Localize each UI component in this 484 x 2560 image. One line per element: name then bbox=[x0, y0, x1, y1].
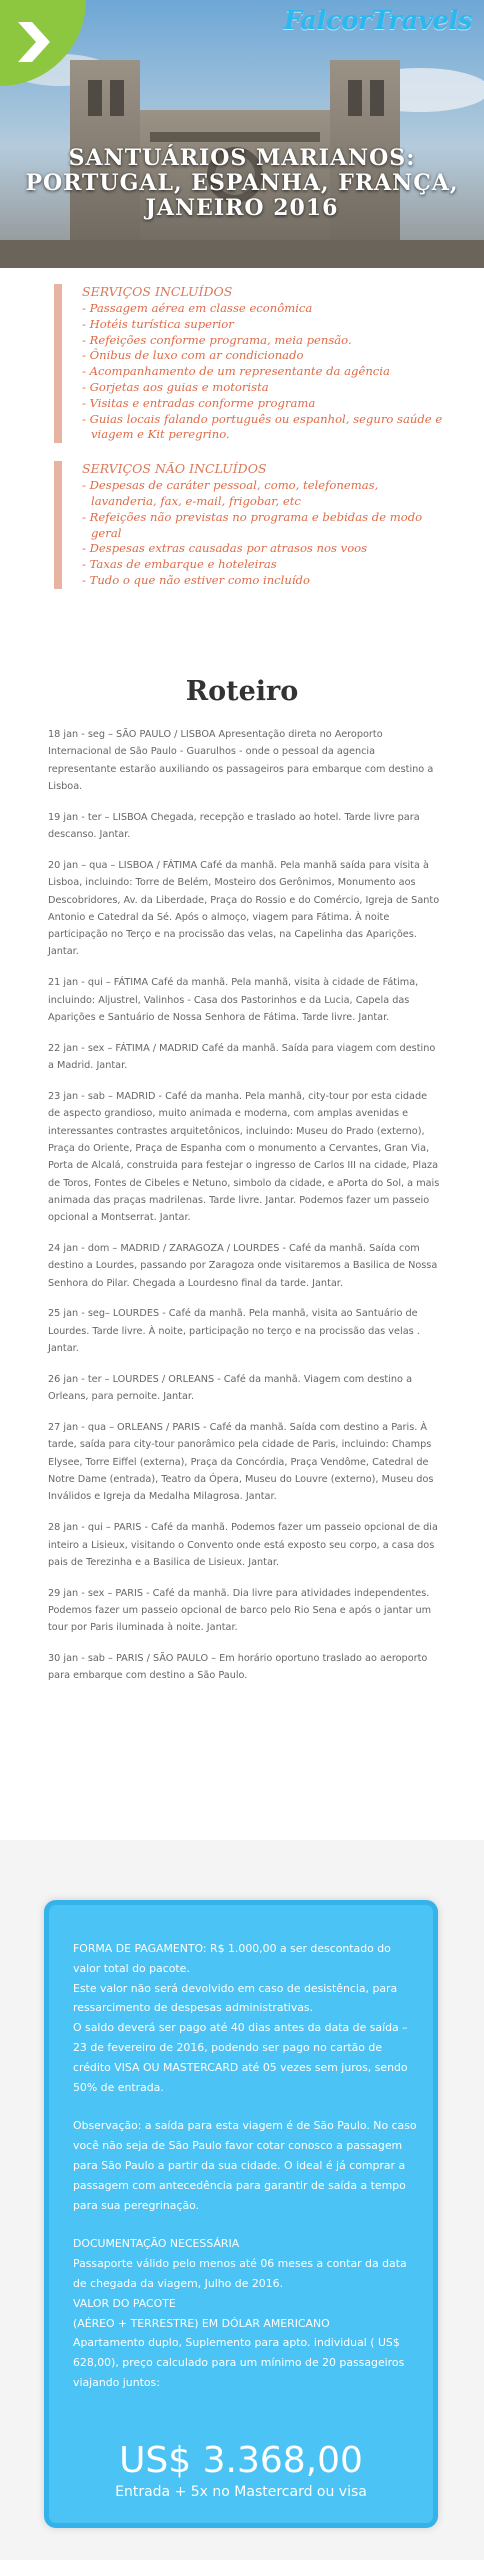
list-item: - Despesas de caráter pessoal, como, telefonemas, lavanderia, fax, e-mail, frigobar, etc bbox=[82, 478, 379, 508]
payment-line: O saldo deverá ser pago até 40 dias antes da data de saída – 23 de fevereiro de 2016, podendo ser pago no cartão de crédito VISA OU MASTERCARD até 05 vezes sem juros, sendo 50% de entrada. bbox=[73, 2021, 408, 2094]
brand-logo[interactable]: FalcorTravels bbox=[283, 6, 472, 36]
payment-info-box bbox=[44, 1900, 438, 2528]
services-section bbox=[54, 284, 444, 607]
package-price: US$ 3.368,00 bbox=[119, 2440, 363, 2481]
payment-line: (AÉREO + TERRESTRE) EM DÓLAR AMERICANO bbox=[73, 2316, 330, 2330]
itinerary-day: 29 jan - sex – PARIS - Café da manhã. Dia livre para atividades independentes. Podemos fazer um passeio opcional de barco pelo Rio Sena e após o jantar um tour por Paris iluminada à noite. Jantar. bbox=[48, 1587, 432, 1634]
list-item: - Gorjetas aos guias e motorista bbox=[82, 379, 269, 394]
payment-line: FORMA DE PAGAMENTO: R$ 1.000,00 a ser descontado do valor total do pacote. bbox=[73, 1942, 391, 1975]
itinerary-list bbox=[48, 726, 440, 1698]
list-item: - Passagem aérea em classe econômica bbox=[82, 301, 313, 315]
list-item: - Visitas e entradas conforme programa bbox=[82, 395, 316, 410]
title-line: JANEIRO 2016 bbox=[145, 195, 339, 221]
page-title bbox=[0, 146, 484, 221]
payment-section bbox=[0, 1840, 484, 2560]
roteiro-heading: Roteiro bbox=[185, 676, 299, 707]
itinerary-day: 18 jan - seg – SÃO PAULO / LISBOA Apresentação direta no Aeroporto Internacional de São Paulo - Guarulhos - onde o pessoal da agencia representante estarão auxiliando os passageiros para embarque com destino a Lisboa. bbox=[48, 729, 434, 792]
payment-line: Este valor não será devolvido em caso de desistência, para ressarcimento de despesas administrativas. bbox=[73, 1981, 398, 2015]
services-included-list bbox=[82, 301, 444, 443]
list-item: - Hotéis turística superior bbox=[82, 316, 234, 331]
list-item: - Refeições não previstas no programa e bebidas de modo geral bbox=[82, 509, 423, 540]
itinerary-day: 24 jan - dom – MADRID / ZARAGOZA / LOURDES - Café da manhã. Saída com destino a Lourdes, passando por Zaragoza onde visitaremos a Basilica de Nossa Senhora do Pilar. Chegada a Lourdesno final da tarde. Jantar. bbox=[48, 1242, 438, 1289]
list-item: - Ônibus de luxo com ar condicionado bbox=[82, 348, 304, 363]
list-item: - Taxas de embarque e hoteleiras bbox=[82, 557, 277, 572]
itinerary-day: 19 jan - ter – LISBOA Chegada, recepção e traslado ao hotel. Tarde livre para descanso. Jantar. bbox=[48, 811, 420, 841]
services-excluded bbox=[54, 461, 444, 589]
payment-line: Apartamento duplo, Suplemento para apto. individual ( US$ 628,00), preço calculado para um mínimo de 20 passageiros viajando juntos: bbox=[73, 2336, 405, 2389]
itinerary-day: 22 jan - sex – FÁTIMA / MADRID Café da manhã. Saída para viagem com destino a Madrid. Jantar. bbox=[48, 1042, 436, 1072]
services-excluded-heading: SERVIÇOS NÃO INCLUÍDOS bbox=[82, 461, 267, 477]
itinerary-day: 20 jan – qua – LISBOA / FÁTIMA Café da manhã. Pela manhã saída para visita à Lisboa, incluindo: Torre de Belém, Mosteiro dos Gerônimos, Monumento aos Descobridores, Av. da Liberdade, Praça do Rossio e do Comércio, Igreja de Santo Antonio e Catedral da Sé. Após o almoço, viagem para Fátima. À noite participação no Terço e na procissão das velas, na Capelinha das Aparições. Jantar. bbox=[48, 859, 440, 958]
itinerary-day: 23 jan - sab – MADRID - Café da manha. Pela manhã, city-tour por esta cidade de aspecto grandioso, muito animada e moderna, com amplas avenidas e interessantes contrastes arquitetônicos, incluindo: Museu do Prado (externo), Praça do Oriente, Praça de Espanha com o monumento a Cervantes, Gran Via, Porta de Alcalá, construida para festejar o ingresso de Carlos III na cidade, Plaza de Toros, Fontes de Cibeles e Netuno, simbolo da cidade, e aPorta do Sol, a mais animada das praças madrilenas. Tarde livre. Jantar. Podemos fazer um passeio opcional a Montserrat. Jantar. bbox=[48, 1091, 440, 1224]
list-item: - Despesas extras causadas por atrasos nos voos bbox=[82, 541, 368, 556]
itinerary-day: 21 jan - qui – FÁTIMA Café da manhã. Pela manhã, visita à cidade de Fátima, incluindo: Aljustrel, Valinhos - Casa dos Pastorinhos e da Lucia, Capela das Aparições e Santuário de Nossa Senhora de Fátima. Tarde livre. Jantar. bbox=[48, 977, 419, 1023]
itinerary-day: 27 jan - qua – ORLEANS / PARIS - Café da manhã. Saída com destino a Paris. À tarde, saída para city-tour panorâmico pela cidade de Paris, incluindo: Champs Elysee, Torre Eiffel (externa), Praça da Concórdia, Praça Vendôme, Catedral de Notre Dame (entrada), Teatro da Ópera, Museu do Louvre (externo), Museu dos Inválidos e Igreja da Medalha Milagrosa. Jantar. bbox=[48, 1422, 434, 1503]
services-excluded-list bbox=[82, 478, 444, 589]
itinerary-day: 28 jan - qui – PARIS - Café da manhã. Podemos fazer um passeio opcional de dia inteiro a Lisieux, visitando o Convento onde está exposto seu corpo, a casa dos pais de Terezinha e a Basilica de Lisieux. Jantar. bbox=[48, 1522, 438, 1568]
package-value-heading: VALOR DO PACOTE bbox=[73, 2296, 176, 2310]
itinerary-day: 30 jan - sab – PARIS / SÃO PAULO – Em horário oportuno traslado ao aeroporto para embarque com destino a São Paulo. bbox=[48, 1653, 428, 1682]
itinerary-day: 25 jan - seg– LOURDES - Café da manhã. Pela manhã, visita ao Santuário de Lourdes. Tarde livre. À noite, participação no terço e na procissão das velas . Jantar. bbox=[48, 1308, 420, 1355]
documentation-heading: DOCUMENTAÇÃO NECESSÁRIA bbox=[73, 2237, 240, 2251]
chevron-right-icon[interactable] bbox=[12, 18, 56, 66]
payment-text bbox=[73, 1939, 419, 2393]
list-item: - Refeições conforme programa, meia pensão. bbox=[82, 332, 352, 347]
payment-observation: Observação: a saída para esta viagem é de São Paulo. No caso você não seja de São Paulo favor cotar conosco a passagem para São Paulo a partir da sua cidade. O ideal é já comprar a passagem com antecedência para garantir de saída a tempo para sua peregrinação. bbox=[73, 2119, 417, 2212]
services-included bbox=[54, 284, 444, 443]
list-item: - Tudo o que não estiver como incluído bbox=[82, 572, 310, 587]
price-note: Entrada + 5x no Mastercard ou visa bbox=[115, 2484, 367, 2500]
list-item: - Acompanhamento de um representante da agência bbox=[82, 364, 390, 379]
services-included-heading: SERVIÇOS INCLUÍDOS bbox=[82, 284, 233, 299]
title-line: SANTUÁRIOS MARIANOS: bbox=[68, 145, 416, 171]
itinerary-day: 26 jan - ter – LOURDES / ORLEANS - Café da manhã. Viagem com destino a Orleans, para pernoite. Jantar. bbox=[48, 1373, 413, 1403]
title-line: PORTUGAL, ESPANHA, FRANÇA, bbox=[25, 170, 459, 196]
hero-banner bbox=[0, 0, 484, 268]
list-item: - Guias locais falando português ou espanhol, seguro saúde e viagem e Kit peregrino. bbox=[82, 411, 443, 442]
payment-line: Passaporte válido pelo menos até 06 meses a contar da data de chegada da viagem, Julho de 2016. bbox=[73, 2257, 407, 2290]
cathedral-photo bbox=[0, 0, 484, 268]
